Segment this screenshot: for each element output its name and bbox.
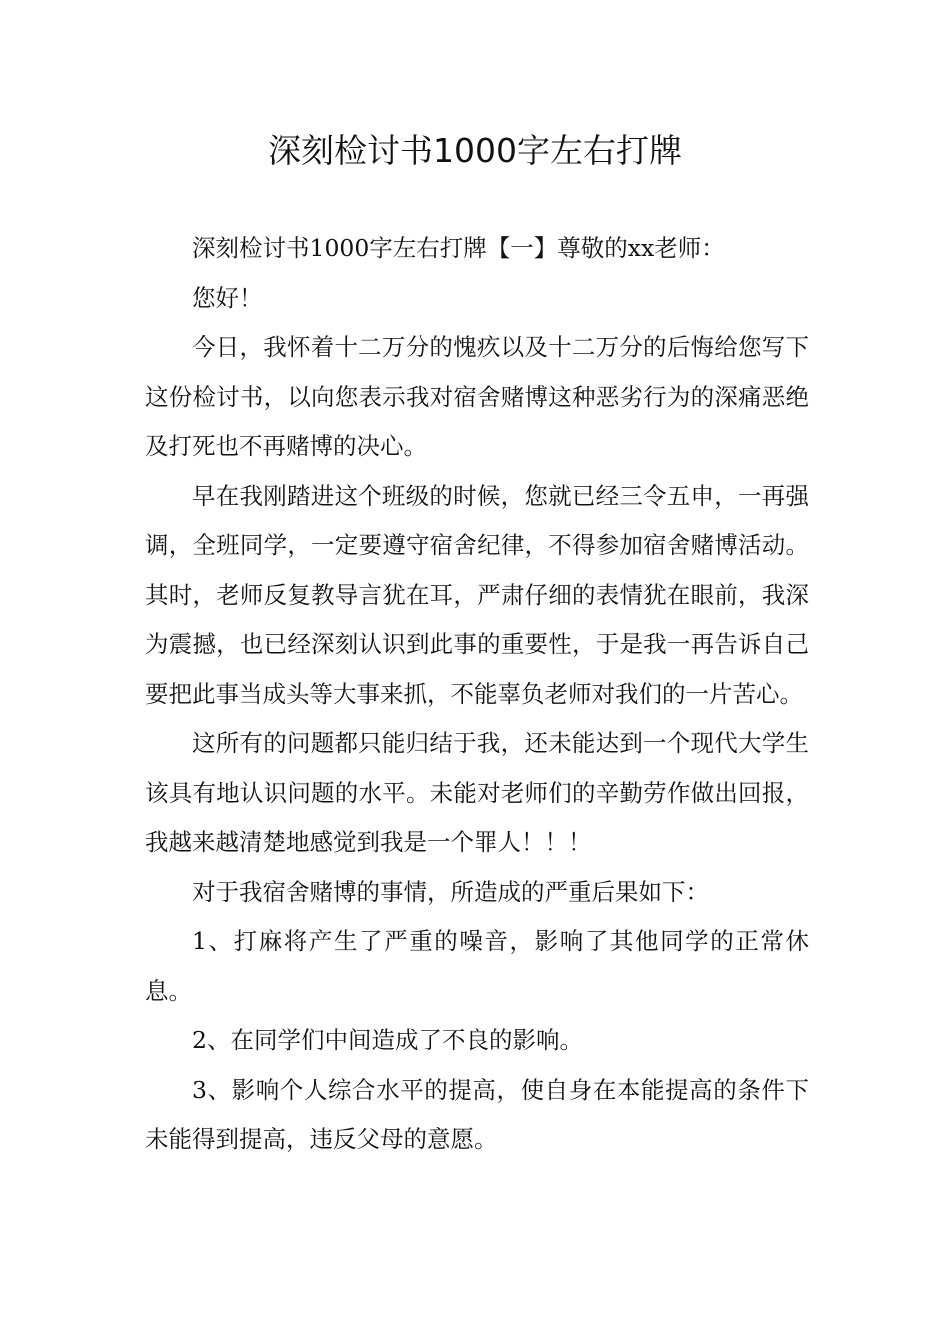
paragraph-consequence-2: 2、在同学们中间造成了不良的影响。 bbox=[192, 1026, 583, 1054]
paragraph-intro: 今日，我怀着十二万分的愧疚以及十二万分的后悔给您写下这份检讨书，以向您表示我对宿舍赌博这种恶劣行为的深痛恶绝及打死也不再赌博的决心。 bbox=[145, 333, 809, 460]
paragraph-consequence-3: 3、影响个人综合水平的提高，使自身在本能提高的条件下未能得到提高，违反父母的意愿。 bbox=[145, 1075, 809, 1153]
document-body bbox=[145, 224, 809, 1165]
paragraph-greeting-heading: 深刻检讨书1000字左右打牌【一】尊敬的xx老师： bbox=[192, 234, 725, 262]
paragraph-consequences-heading: 对于我宿舍赌博的事情，所造成的严重后果如下： bbox=[192, 877, 709, 906]
paragraph-consequence-1: 1、打麻将产生了严重的噪音，影响了其他同学的正常休息。 bbox=[145, 927, 809, 1005]
paragraph-background: 早在我刚踏进这个班级的时候，您就已经三令五申，一再强调，全班同学，一定要遵守宿舍纪律，不得参加宿舍赌博活动。其时，老师反复教导言犹在耳，严肃仔细的表情犹在眼前，我深为震撼，也已经深刻认识到此事的重要性，于是我一再告诉自己要把此事当成头等大事来抓，不能辜负老师对我们的一片苦心。 bbox=[145, 481, 809, 708]
paragraph-reflection: 这所有的问题都只能归结于我，还未能达到一个现代大学生该具有地认识问题的水平。未能对老师们的辛勤劳作做出回报，我越来越清楚地感觉到我是一个罪人！！！ bbox=[145, 729, 809, 856]
document-title: 深刻检讨书1000字左右打牌 bbox=[268, 131, 682, 170]
paragraph-salutation: 您好！ bbox=[192, 283, 263, 312]
